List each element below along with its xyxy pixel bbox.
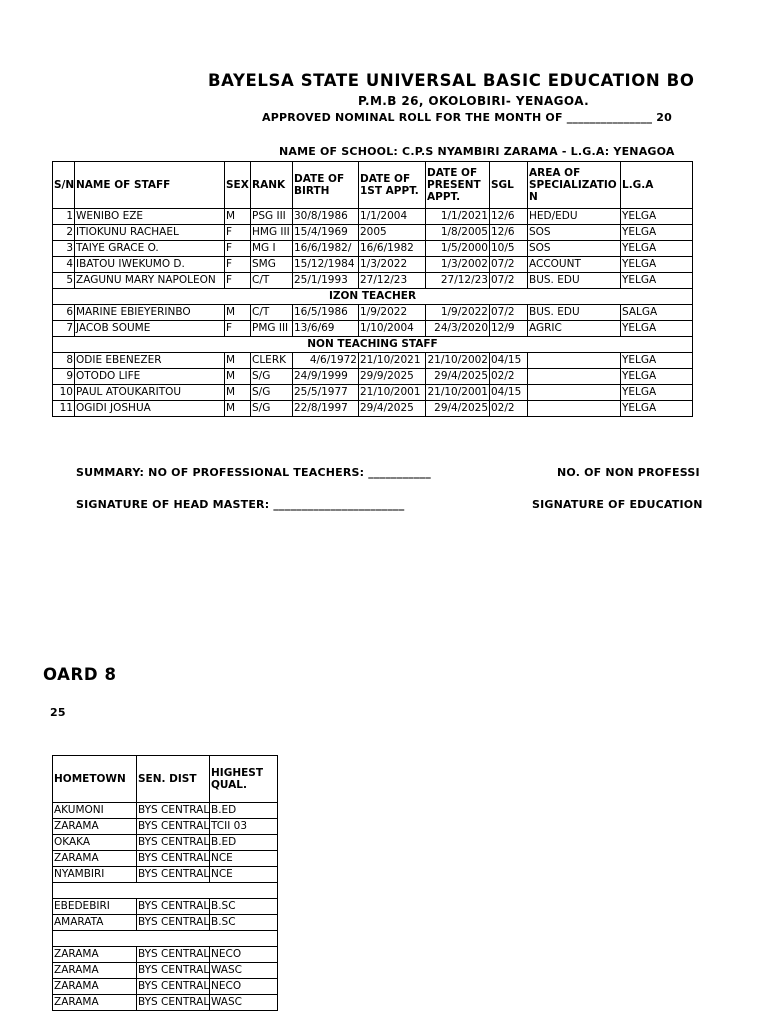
- table-cell: 1: [53, 209, 75, 225]
- col-header: SEX: [225, 162, 251, 209]
- table-row: [53, 385, 693, 401]
- page-2-year-fragment: 25: [50, 706, 66, 719]
- table-cell: NCE: [210, 851, 278, 867]
- table-cell: 07/2: [490, 257, 528, 273]
- table-cell: F: [225, 241, 251, 257]
- table-cell: M: [225, 353, 251, 369]
- table-cell: YELGA: [621, 385, 693, 401]
- table-cell: M: [225, 305, 251, 321]
- table-cell: [528, 369, 621, 385]
- table-cell: ZARAMA: [53, 947, 137, 963]
- section-label: NON TEACHING STAFF: [53, 337, 693, 353]
- table-row: [53, 835, 278, 851]
- table-cell: 12/6: [490, 209, 528, 225]
- table-cell: [528, 385, 621, 401]
- table-cell: [528, 401, 621, 417]
- table-cell: 2: [53, 225, 75, 241]
- table-cell: BYS CENTRAL: [137, 915, 210, 931]
- table-cell: 10/5: [490, 241, 528, 257]
- table-cell: MARINE EBIEYERINBO: [75, 305, 225, 321]
- table-cell: F: [225, 321, 251, 337]
- table-cell: M: [225, 401, 251, 417]
- table-cell: 25/5/1977: [293, 385, 359, 401]
- table-cell: 8: [53, 353, 75, 369]
- table-row: [53, 225, 693, 241]
- table-cell: 1/8/2005: [426, 225, 490, 241]
- table-cell: 7: [53, 321, 75, 337]
- table-cell: BYS CENTRAL: [137, 947, 210, 963]
- table-cell: HED/EDU: [528, 209, 621, 225]
- table-cell: 24/9/1999: [293, 369, 359, 385]
- table-cell: B.SC: [210, 915, 278, 931]
- table-cell: OKAKA: [53, 835, 137, 851]
- table-row: [53, 995, 278, 1011]
- table-cell: YELGA: [621, 241, 693, 257]
- table-header-row: [53, 756, 278, 803]
- head-master-signature: SIGNATURE OF HEAD MASTER: _______________________: [76, 498, 405, 511]
- table-cell: YELGA: [621, 353, 693, 369]
- table-cell: 6: [53, 305, 75, 321]
- table-cell: WASC: [210, 963, 278, 979]
- table-cell: 25/1/1993: [293, 273, 359, 289]
- table-cell: OGIDI JOSHUA: [75, 401, 225, 417]
- col-header: HIGHEST QUAL.: [210, 756, 278, 803]
- table-cell: S/G: [251, 385, 293, 401]
- table-cell: PAUL ATOUKARITOU: [75, 385, 225, 401]
- table-cell: YELGA: [621, 369, 693, 385]
- table-cell: F: [225, 225, 251, 241]
- table-cell: 16/6/1982: [359, 241, 426, 257]
- col-header: DATE OF BIRTH: [293, 162, 359, 209]
- table-cell: M: [225, 369, 251, 385]
- col-header: HOMETOWN: [53, 756, 137, 803]
- table-cell: 1/9/2022: [359, 305, 426, 321]
- col-header: NAME OF STAFF: [75, 162, 225, 209]
- table-cell: HMG III: [251, 225, 293, 241]
- table-cell: BYS CENTRAL: [137, 979, 210, 995]
- table-cell: 30/8/1986: [293, 209, 359, 225]
- table-cell: 21/10/2001: [359, 385, 426, 401]
- table-cell: YELGA: [621, 209, 693, 225]
- table-cell: 07/2: [490, 305, 528, 321]
- table-cell: PMG III: [251, 321, 293, 337]
- table-cell: BYS CENTRAL: [137, 803, 210, 819]
- table-cell: YELGA: [621, 273, 693, 289]
- table-cell: F: [225, 257, 251, 273]
- page-2-title-fragment: OARD 8: [43, 665, 117, 684]
- table-cell: NECO: [210, 979, 278, 995]
- page-1: [0, 0, 695, 440]
- table-cell: 22/8/1997: [293, 401, 359, 417]
- table-cell: BYS CENTRAL: [137, 835, 210, 851]
- table-cell: 1/1/2004: [359, 209, 426, 225]
- col-header: DATE OF 1ST APPT.: [359, 162, 426, 209]
- table-row: [53, 803, 278, 819]
- table-cell: 13/6/69: [293, 321, 359, 337]
- table-cell: JACOB SOUME: [75, 321, 225, 337]
- spacer-row: [53, 931, 278, 947]
- table-cell: 15/4/1969: [293, 225, 359, 241]
- table-cell: M: [225, 209, 251, 225]
- table-cell: C/T: [251, 305, 293, 321]
- table-cell: 27/12/23: [359, 273, 426, 289]
- table-header-row: [53, 162, 693, 209]
- table-cell: MG I: [251, 241, 293, 257]
- table-cell: BUS. EDU: [528, 305, 621, 321]
- table-cell: F: [225, 273, 251, 289]
- table-cell: 21/10/2001: [426, 385, 490, 401]
- table-row: [53, 257, 693, 273]
- table-cell: 21/10/2002: [426, 353, 490, 369]
- table-cell: 07/2: [490, 273, 528, 289]
- table-cell: IBATOU IWEKUMO D.: [75, 257, 225, 273]
- table-cell: TAIYE GRACE O.: [75, 241, 225, 257]
- table-cell: BYS CENTRAL: [137, 899, 210, 915]
- col-header: SEN. DIST: [137, 756, 210, 803]
- table-row: [53, 979, 278, 995]
- table-cell: B.ED: [210, 803, 278, 819]
- table-cell: NYAMBIRI: [53, 867, 137, 883]
- table-row: [53, 851, 278, 867]
- table-row: [53, 209, 693, 225]
- table-cell: 1/3/2022: [359, 257, 426, 273]
- table-cell: WASC: [210, 995, 278, 1011]
- table-cell: BUS. EDU: [528, 273, 621, 289]
- col-header: RANK: [251, 162, 293, 209]
- table-cell: 5: [53, 273, 75, 289]
- table-cell: NCE: [210, 867, 278, 883]
- table-cell: 24/3/2020: [426, 321, 490, 337]
- col-header: L.G.A: [621, 162, 693, 209]
- summary-non-professional: NO. OF NON PROFESSI: [557, 466, 700, 479]
- col-header: SGL: [490, 162, 528, 209]
- table-cell: BYS CENTRAL: [137, 995, 210, 1011]
- table-row: [53, 321, 693, 337]
- table-cell: S/G: [251, 401, 293, 417]
- col-header: S/N: [53, 162, 75, 209]
- table-cell: C/T: [251, 273, 293, 289]
- table-row: [53, 369, 693, 385]
- table-cell: SALGA: [621, 305, 693, 321]
- table-cell: ODIE EBENEZER: [75, 353, 225, 369]
- table-cell: SOS: [528, 241, 621, 257]
- table-cell: OTODO LIFE: [75, 369, 225, 385]
- spacer-cell: [53, 931, 278, 947]
- table-cell: 1/3/2002: [426, 257, 490, 273]
- page-1-summary: [0, 440, 703, 540]
- school-name-line: NAME OF SCHOOL: C.P.S NYAMBIRI ZARAMA - L.G.A: YENAGOA: [279, 145, 675, 158]
- table-cell: [528, 353, 621, 369]
- table-cell: 1/9/2022: [426, 305, 490, 321]
- table-cell: 12/6: [490, 225, 528, 241]
- table-cell: AKUMONI: [53, 803, 137, 819]
- table-cell: ZARAMA: [53, 963, 137, 979]
- section-label: IZON TEACHER: [53, 289, 693, 305]
- table-cell: 2005: [359, 225, 426, 241]
- table-row: [53, 353, 693, 369]
- table-cell: 29/4/2025: [359, 401, 426, 417]
- table-cell: 4: [53, 257, 75, 273]
- table-row: [53, 305, 693, 321]
- nominal-roll-table: [52, 161, 693, 417]
- table-cell: BYS CENTRAL: [137, 819, 210, 835]
- table-cell: 29/9/2025: [359, 369, 426, 385]
- table-cell: 12/9: [490, 321, 528, 337]
- table-cell: YELGA: [621, 401, 693, 417]
- table-cell: ZARAMA: [53, 819, 137, 835]
- table-cell: 04/15: [490, 385, 528, 401]
- table-cell: S/G: [251, 369, 293, 385]
- table-cell: YELGA: [621, 257, 693, 273]
- table-cell: 16/6/1982/: [293, 241, 359, 257]
- table-cell: BYS CENTRAL: [137, 963, 210, 979]
- table-cell: ACCOUNT: [528, 257, 621, 273]
- roll-month-line: APPROVED NOMINAL ROLL FOR THE MONTH OF _______________ 20: [262, 111, 672, 124]
- table-cell: YELGA: [621, 321, 693, 337]
- spacer-row: [53, 883, 278, 899]
- table-cell: 29/4/2025: [426, 369, 490, 385]
- table-cell: 16/5/1986: [293, 305, 359, 321]
- table-row: [53, 899, 278, 915]
- table-cell: BYS CENTRAL: [137, 851, 210, 867]
- table-cell: 4/6/1972: [293, 353, 359, 369]
- summary-professional: SUMMARY: NO OF PROFESSIONAL TEACHERS: ___________: [76, 466, 431, 479]
- table-cell: 21/10/2021: [359, 353, 426, 369]
- table-row: [53, 819, 278, 835]
- address-line: P.M.B 26, OKOLOBIRI- YENAGOA.: [358, 94, 590, 108]
- table-cell: AMARATA: [53, 915, 137, 931]
- col-header: DATE OF PRESENT APPT.: [426, 162, 490, 209]
- table-row: [53, 915, 278, 931]
- table-cell: ZARAMA: [53, 995, 137, 1011]
- page-2: [43, 640, 352, 1024]
- table-cell: 1/10/2004: [359, 321, 426, 337]
- table-cell: ZARAMA: [53, 979, 137, 995]
- table-cell: 02/2: [490, 369, 528, 385]
- table-row: [53, 401, 693, 417]
- table-cell: ZARAMA: [53, 851, 137, 867]
- table-row: [53, 963, 278, 979]
- table-cell: 15/12/1984: [293, 257, 359, 273]
- section-row: [53, 289, 693, 305]
- table-cell: 1/5/2000: [426, 241, 490, 257]
- table-cell: 3: [53, 241, 75, 257]
- hometown-table: [52, 755, 278, 1011]
- table-cell: 29/4/2025: [426, 401, 490, 417]
- table-cell: B.SC: [210, 899, 278, 915]
- table-cell: M: [225, 385, 251, 401]
- table-cell: 27/12/23: [426, 273, 490, 289]
- table-cell: ZAGUNU MARY NAPOLEON: [75, 273, 225, 289]
- table-row: [53, 867, 278, 883]
- spacer-cell: [53, 883, 278, 899]
- table-cell: CLERK: [251, 353, 293, 369]
- table-cell: 04/15: [490, 353, 528, 369]
- table-cell: ITIOKUNU RACHAEL: [75, 225, 225, 241]
- table-cell: NECO: [210, 947, 278, 963]
- table-cell: 9: [53, 369, 75, 385]
- table-cell: BYS CENTRAL: [137, 867, 210, 883]
- table-cell: SOS: [528, 225, 621, 241]
- table-cell: YELGA: [621, 225, 693, 241]
- table-cell: WENIBO EZE: [75, 209, 225, 225]
- table-cell: AGRIC: [528, 321, 621, 337]
- page-title: BAYELSA STATE UNIVERSAL BASIC EDUCATION BO: [208, 71, 695, 90]
- table-cell: TCII 03: [210, 819, 278, 835]
- table-cell: 1/1/2021: [426, 209, 490, 225]
- table-cell: SMG: [251, 257, 293, 273]
- table-row: [53, 273, 693, 289]
- table-cell: EBEDEBIRI: [53, 899, 137, 915]
- col-header: AREA OF SPECIALIZATIO N: [528, 162, 621, 209]
- section-row: [53, 337, 693, 353]
- table-row: [53, 947, 278, 963]
- table-row: [53, 241, 693, 257]
- table-cell: 11: [53, 401, 75, 417]
- table-cell: PSG III: [251, 209, 293, 225]
- education-signature: SIGNATURE OF EDUCATION: [532, 498, 703, 511]
- table-cell: 10: [53, 385, 75, 401]
- table-cell: 02/2: [490, 401, 528, 417]
- table-cell: B.ED: [210, 835, 278, 851]
